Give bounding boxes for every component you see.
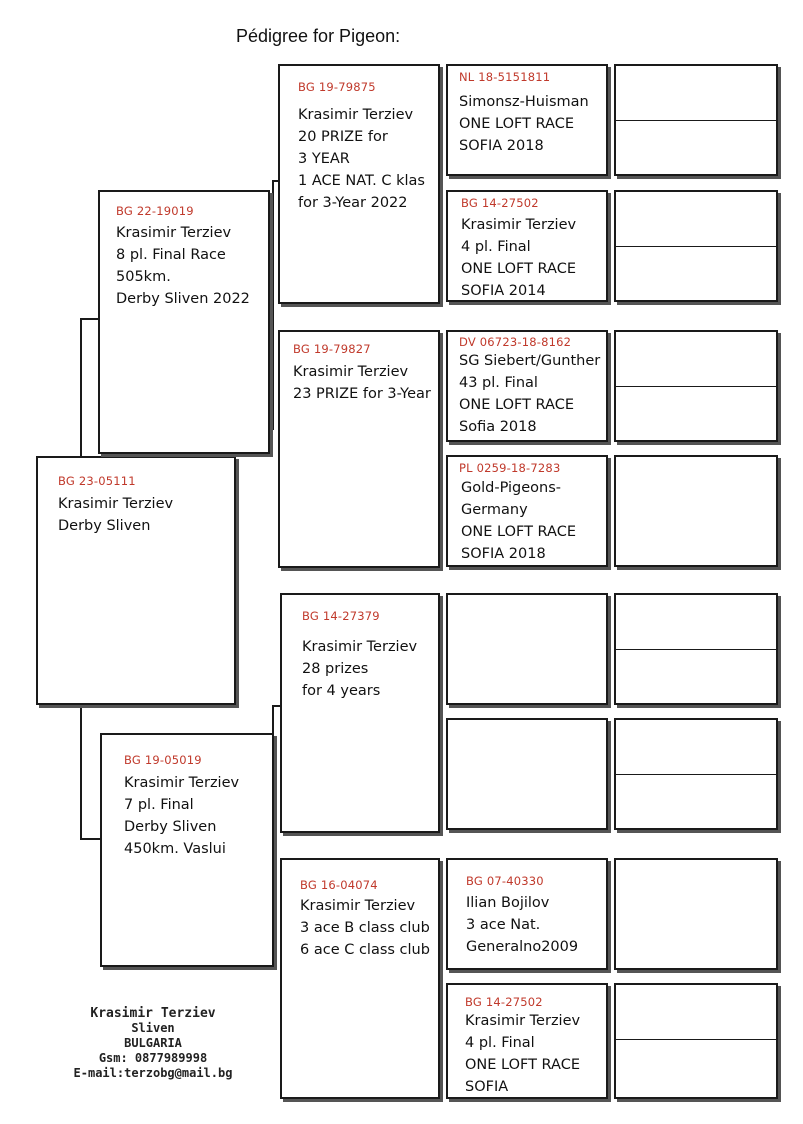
pigeon-info: Krasimir Terziev 3 ace B class club 6 ace C class club xyxy=(300,898,430,958)
gen5-box xyxy=(614,64,778,176)
great-grandparent-box xyxy=(446,64,608,176)
ring-number: DV 06723-18-8162 xyxy=(459,335,572,349)
gen5-box xyxy=(614,858,778,970)
gen5-box xyxy=(614,718,778,830)
divider xyxy=(616,649,776,650)
great-grandparent-box xyxy=(446,330,608,442)
connector-line xyxy=(80,838,102,840)
pigeon-info: Krasimir Terziev 20 PRIZE for 3 YEAR 1 ACE NAT. C klas for 3-Year 2022 xyxy=(298,107,425,211)
owner-email: E-mail:terzobg@mail.bg xyxy=(73,1066,233,1080)
great-grandparent-box xyxy=(446,858,608,970)
owner-contact xyxy=(40,1006,266,1081)
gen5-box xyxy=(614,330,778,442)
pigeon-info: Krasimir Terziev 28 prizes for 4 years xyxy=(302,639,418,699)
divider xyxy=(616,120,776,121)
gen5-box xyxy=(614,593,778,705)
pigeon-info: Krasimir Terziev 23 PRIZE for 3-Year xyxy=(293,364,431,402)
ring-number: NL 18-5151811 xyxy=(459,70,551,84)
gen5-box xyxy=(614,983,778,1099)
sire-box xyxy=(98,190,270,454)
grandparent-box xyxy=(280,858,440,1099)
page-title: Pédigree for Pigeon: xyxy=(236,26,401,46)
ring-number: BG 07-40330 xyxy=(466,874,544,888)
ring-number: BG 14-27502 xyxy=(461,196,539,210)
subject-pigeon-box xyxy=(36,456,236,705)
pigeon-info: Krasimir Terziev 7 pl. Final Derby Sliven 450km. Vaslui xyxy=(124,775,240,857)
ring-number: BG 16-04074 xyxy=(300,878,378,892)
great-grandparent-box xyxy=(446,190,608,302)
connector-line xyxy=(272,180,274,430)
owner-phone: Gsm: 0877989998 xyxy=(98,1051,208,1065)
connector-line xyxy=(272,705,280,707)
pigeon-info: Simonsz-Huisman ONE LOFT RACE SOFIA 2018 xyxy=(459,94,589,154)
pigeon-info: Gold-Pigeons- Germany ONE LOFT RACE SOFIA 2018 xyxy=(461,480,576,562)
ring-number: BG 19-79875 xyxy=(298,80,376,94)
grandparent-box xyxy=(278,330,440,568)
great-grandparent-box xyxy=(446,455,608,567)
ring-number: BG 23-05111 xyxy=(58,474,136,488)
ring-number: BG 19-79827 xyxy=(293,342,371,356)
divider xyxy=(616,1039,776,1040)
ring-number: BG 19-05019 xyxy=(124,753,202,767)
ring-number: BG 14-27502 xyxy=(465,995,543,1009)
pigeon-info: SG Siebert/Gunther 43 pl. Final ONE LOFT RACE Sofia 2018 xyxy=(459,353,601,435)
divider xyxy=(616,774,776,775)
pigeon-info: Ilian Bojilov 3 ace Nat. Generalno2009 xyxy=(466,895,579,955)
grandparent-box xyxy=(280,593,440,833)
pigeon-info: Krasimir Terziev 4 pl. Final ONE LOFT RACE SOFIA 2014 xyxy=(461,217,577,299)
pigeon-info: Krasimir Terziev 4 pl. Final ONE LOFT RACE SOFIA xyxy=(465,1013,581,1095)
ring-number: BG 14-27379 xyxy=(302,609,380,623)
divider xyxy=(616,246,776,247)
ring-number: PL 0259-18-7283 xyxy=(459,461,561,475)
owner-country: BULGARIA xyxy=(124,1036,182,1050)
pigeon-info: Krasimir Terziev Derby Sliven xyxy=(58,496,174,534)
great-grandparent-box xyxy=(446,718,608,830)
gen5-box xyxy=(614,455,778,567)
dam-box xyxy=(100,733,274,967)
divider xyxy=(616,386,776,387)
owner-city: Sliven xyxy=(131,1021,175,1035)
owner-name: Krasimir Terziev xyxy=(90,1006,216,1021)
connector-line xyxy=(80,318,100,320)
connector-line xyxy=(80,318,82,456)
pigeon-info: Krasimir Terziev 8 pl. Final Race 505km. Derby Sliven 2022 xyxy=(116,225,250,307)
great-grandparent-box xyxy=(446,983,608,1099)
grandparent-box xyxy=(278,64,440,304)
gen5-box xyxy=(614,190,778,302)
connector-line xyxy=(80,705,82,840)
ring-number: BG 22-19019 xyxy=(116,204,194,218)
great-grandparent-box xyxy=(446,593,608,705)
